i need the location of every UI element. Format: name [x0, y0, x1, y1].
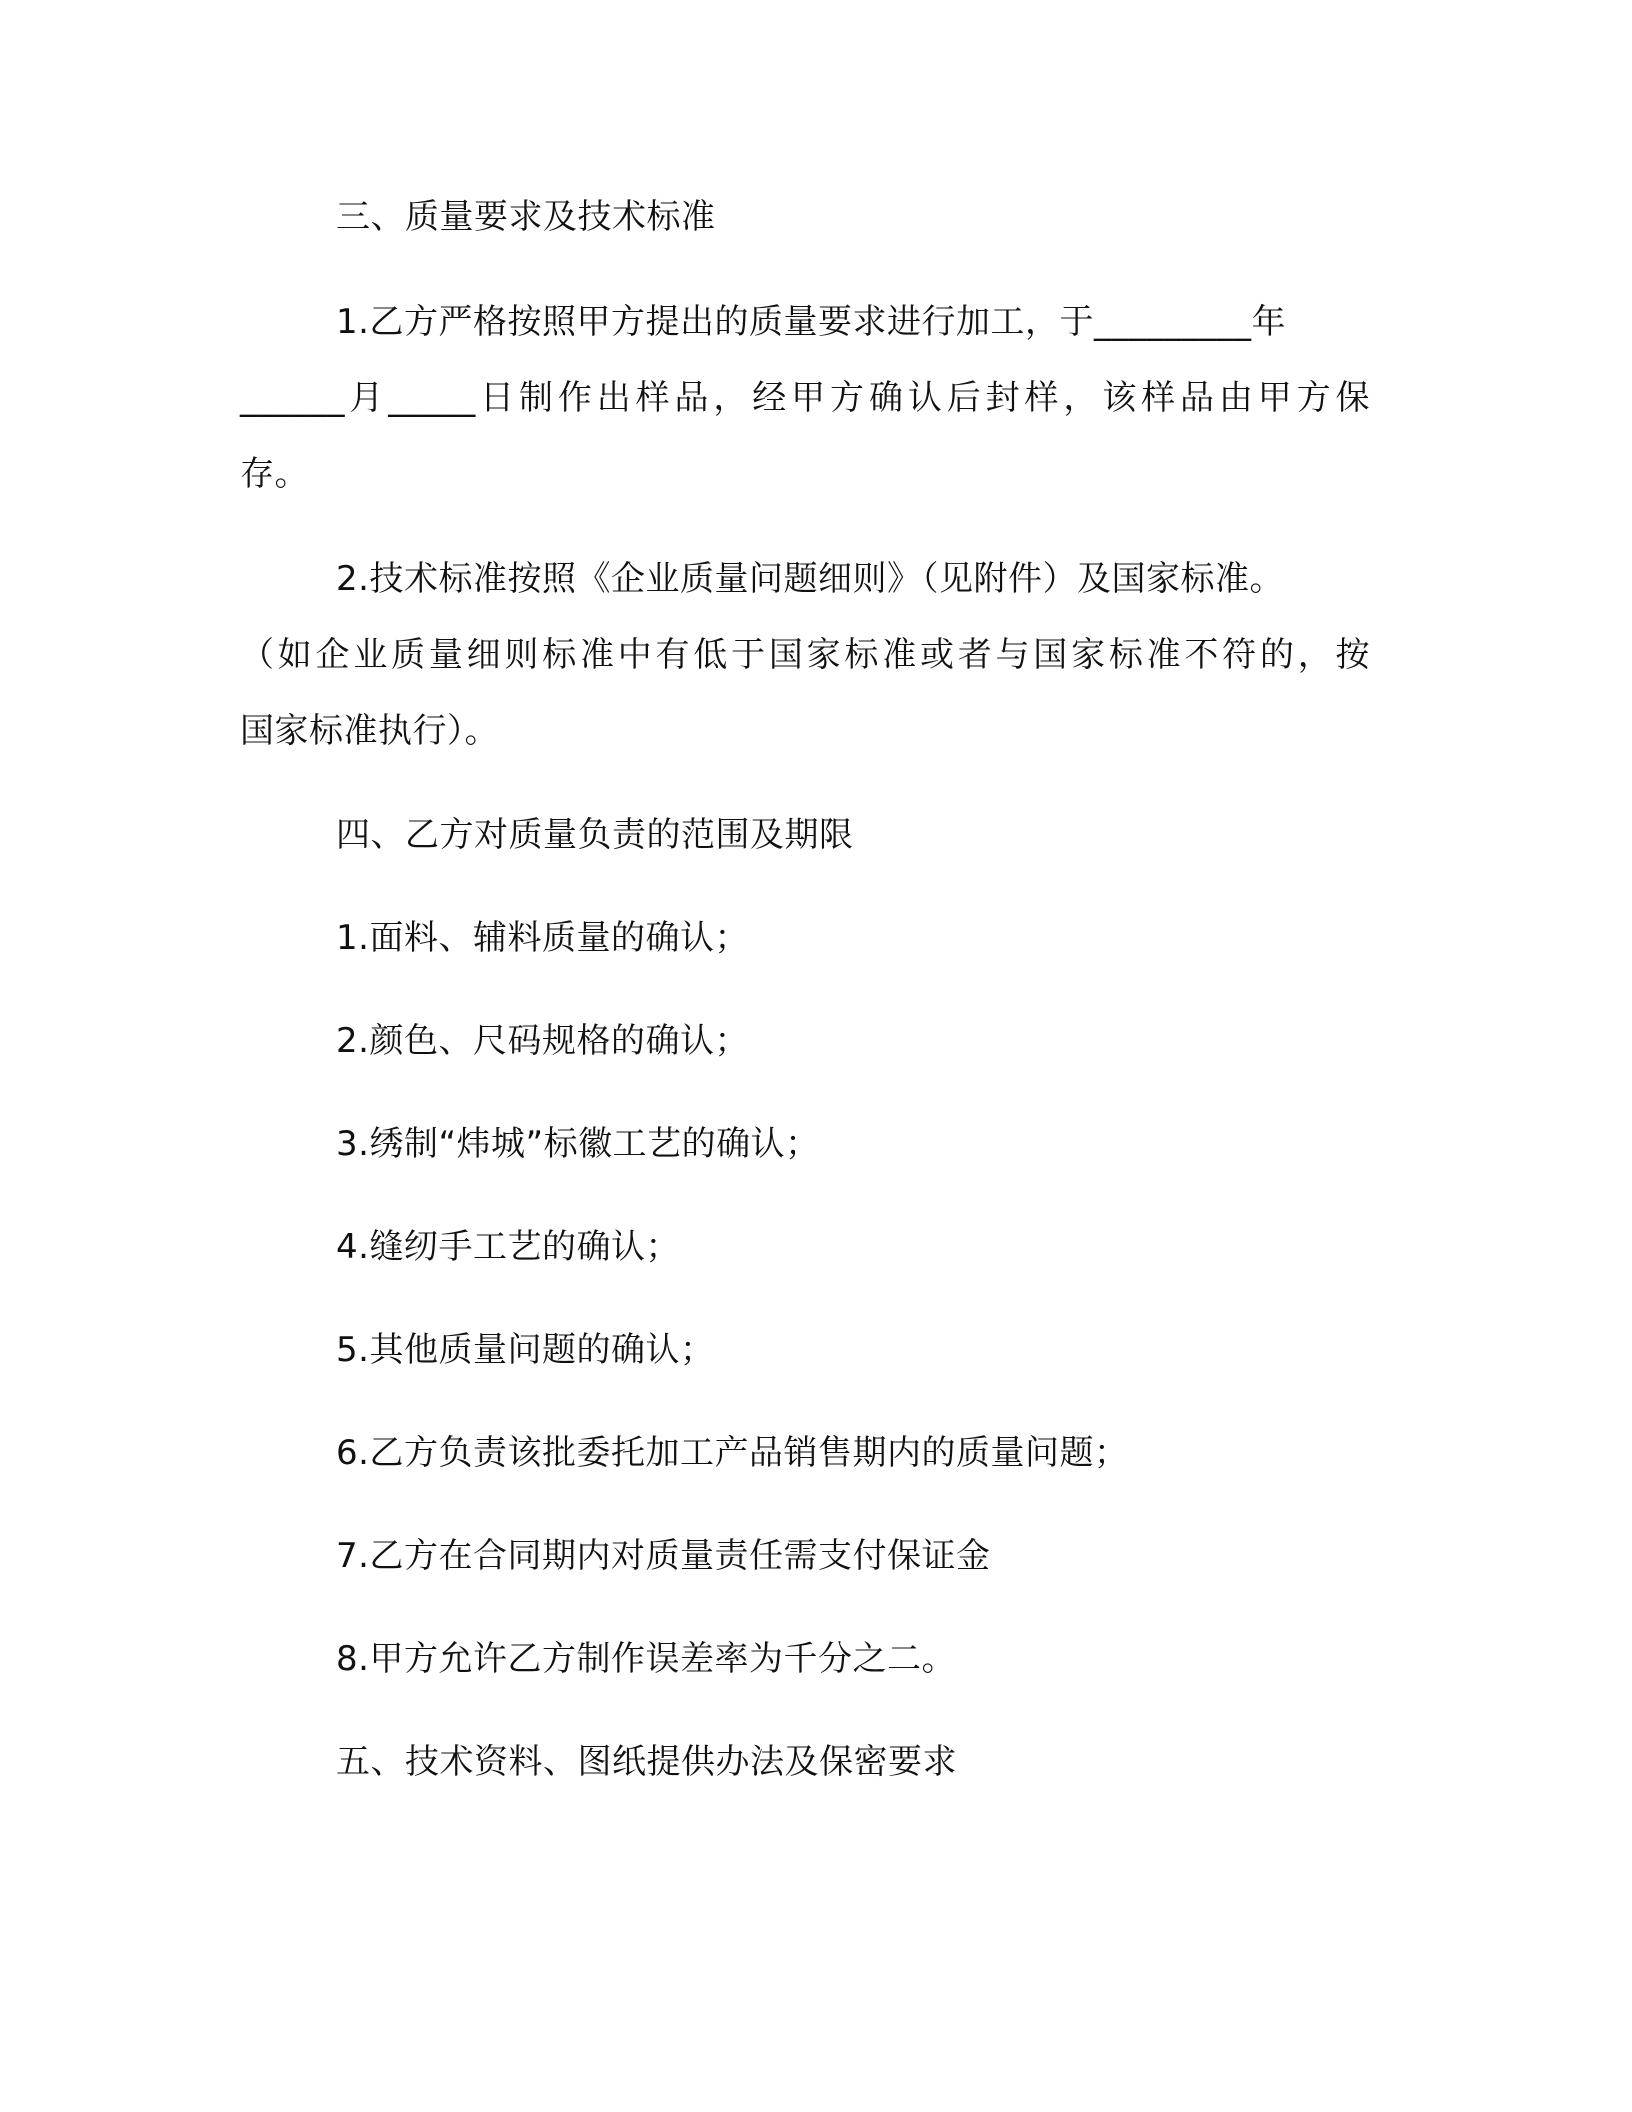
section-3-heading: 三、质量要求及技术标准 [336, 197, 716, 237]
section-4-heading: 四、乙方对质量负责的范围及期限 [336, 815, 854, 855]
section-3-paragraph-2-line-2: （如企业质量细则标准中有低于国家标准或者与国家标准不符的，按 [240, 635, 1370, 675]
section-5-heading: 五、技术资料、图纸提供办法及保密要求 [336, 1742, 957, 1782]
section-4-item: 2.颜色、尺码规格的确认； [336, 1021, 749, 1061]
section-3-paragraph-1-line-3: 存。 [240, 454, 309, 494]
section-3-paragraph-2-line-3: 国家标准执行）。 [240, 711, 499, 751]
section-3-paragraph-1-line-2: ______月_____日制作出样品，经甲方确认后封样，该样品由甲方保 [240, 378, 1370, 418]
section-4-item: 4.缝纫手工艺的确认； [336, 1227, 680, 1267]
section-3-paragraph-1-line-1: 1.乙方严格按照甲方提出的质量要求进行加工，于_________年 [336, 302, 1286, 342]
section-4-item: 7.乙方在合同期内对质量责任需支付保证金 [336, 1536, 991, 1576]
section-3-paragraph-2-line-1: 2.技术标准按照《企业质量问题细则》（见附件）及国家标准。 [336, 559, 1284, 599]
section-4-item: 3.绣制“炜城”标徽工艺的确认； [336, 1124, 820, 1164]
section-4-item: 6.乙方负责该批委托加工产品销售期内的质量问题； [336, 1433, 1129, 1473]
section-4-item: 8.甲方允许乙方制作误差率为千分之二。 [336, 1639, 956, 1679]
section-4-item: 5.其他质量问题的确认； [336, 1330, 715, 1370]
section-4-item: 1.面料、辅料质量的确认； [336, 918, 749, 958]
